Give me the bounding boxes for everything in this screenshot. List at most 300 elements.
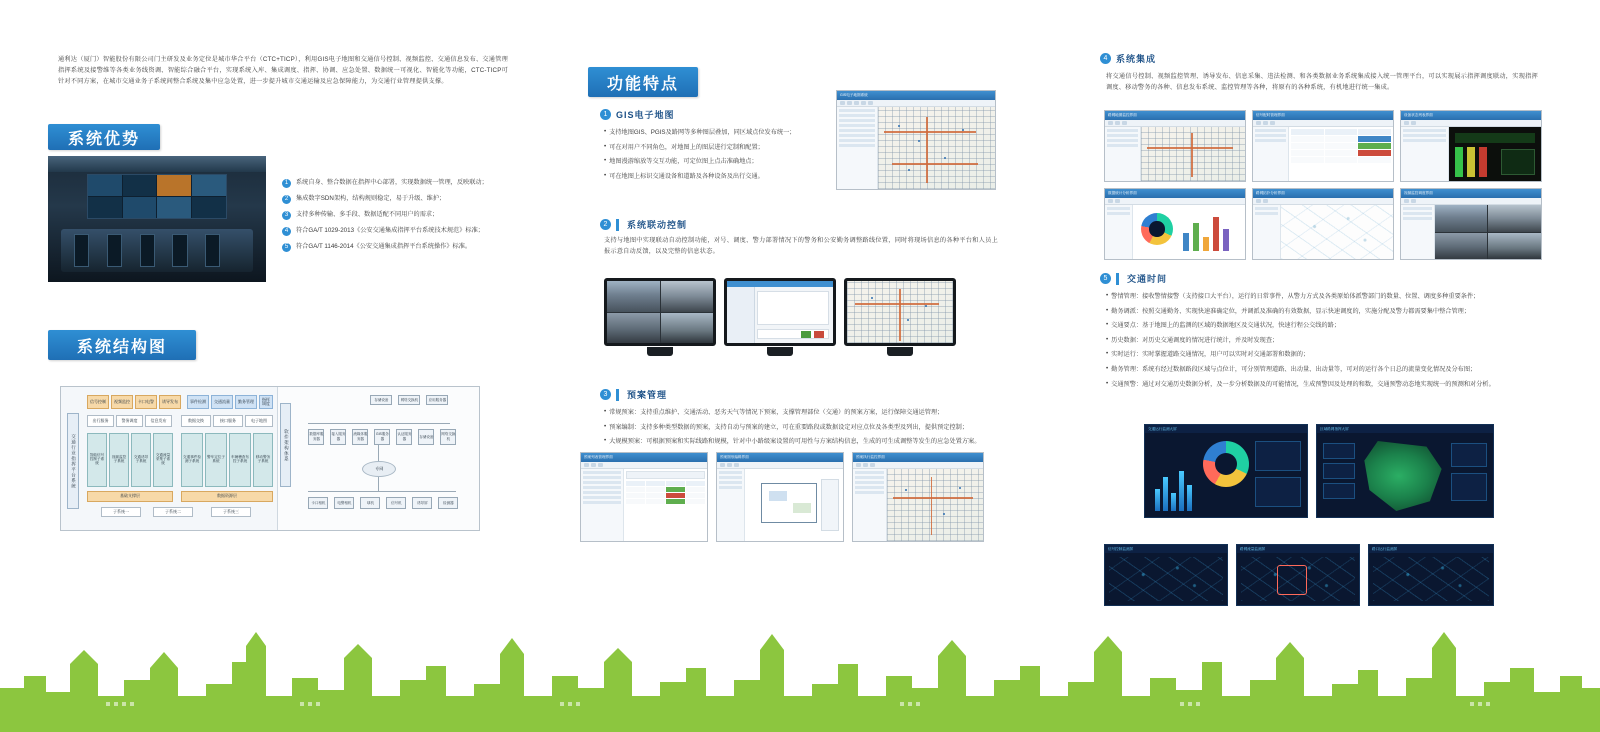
region-map [1361, 441, 1445, 511]
structure-block: 子系统二 [153, 507, 193, 517]
bullet-marker: • [604, 142, 607, 150]
window-titlebar [1253, 111, 1393, 120]
item-text: 可在地图上标识交通设备和道路及各种设备及出行交通。 [609, 172, 764, 180]
window-body [1105, 205, 1245, 259]
server-node: 数据库服务器 [308, 429, 324, 445]
window-sidebar [1401, 127, 1449, 181]
accent-bar [616, 389, 619, 401]
subsection-number: 4 [1100, 53, 1111, 64]
control-room-photo [48, 156, 266, 282]
toolbar-icon[interactable] [598, 463, 603, 467]
map-route [892, 163, 978, 165]
sidebar-row[interactable] [855, 481, 884, 484]
sidebar-row[interactable] [1107, 144, 1138, 147]
integration-screenshot-5 [1252, 188, 1394, 260]
bar [1171, 493, 1176, 511]
advantage-list [282, 178, 510, 258]
camera-feed [607, 313, 660, 344]
window-body [1253, 205, 1393, 259]
window-body [581, 469, 707, 541]
window-titlebar [1401, 189, 1541, 198]
structure-block: 出行服务 [87, 415, 114, 427]
sidebar-row[interactable] [1403, 212, 1432, 215]
list-item [604, 437, 1000, 447]
server-node: 流媒体服务器 [352, 429, 368, 445]
window-toolbar [1253, 198, 1393, 205]
structure-block: 数据资源层 [181, 491, 273, 502]
sidebar-row[interactable] [855, 491, 884, 494]
toolbar-icon[interactable] [870, 463, 875, 467]
sidebar-row[interactable] [583, 481, 621, 484]
toolbar-icon[interactable] [1108, 199, 1113, 203]
window-toolbar [581, 462, 707, 469]
sidebar-row[interactable] [1107, 207, 1130, 210]
structure-block: 车辆稽查布控子系统 [229, 433, 251, 487]
subsection-title: 系统集成 [1116, 54, 1157, 64]
sidebar-row[interactable] [1255, 207, 1278, 210]
section-heading-advantage [48, 124, 160, 150]
toolbar-icon[interactable] [584, 463, 589, 467]
item-text: 可在对用户不同角色，对地图上的图层进行定制和配置； [609, 143, 764, 151]
window-toolbar [1253, 120, 1393, 127]
window-titlebar [1401, 111, 1541, 120]
video-wall-cell [88, 197, 122, 218]
bullet-marker: • [1106, 335, 1109, 343]
structure-block: 交通流量采集子系统 [153, 433, 173, 487]
bullet-marker: • [1106, 379, 1109, 387]
sidebar-row[interactable] [583, 496, 621, 499]
structure-block: 接口服务 [213, 415, 243, 427]
toolbar-icon[interactable] [854, 101, 859, 105]
sidebar-row[interactable] [1107, 139, 1138, 142]
structure-block: 交通流量 [211, 395, 233, 409]
window-title: 视频监控调度界面 [1404, 191, 1433, 195]
window-title: 信号配时管理界面 [1256, 113, 1285, 117]
section-heading-features [588, 67, 698, 97]
sidebar-row[interactable] [1107, 212, 1130, 215]
item-text: 支持多种传输、多手段、数据适配不同用户的需求； [296, 211, 439, 218]
structure-block: 电子地图 [245, 415, 273, 427]
sidebar-row[interactable] [1255, 129, 1286, 132]
toolbar-icon[interactable] [591, 463, 596, 467]
integration-screenshot-2 [1252, 110, 1394, 182]
sidebar-row[interactable] [719, 476, 742, 479]
toolbar-icon[interactable] [840, 101, 845, 105]
window-title: 预案列表管理界面 [584, 455, 613, 459]
window-sidebar [1401, 205, 1435, 259]
window-title: 路网地图监控界面 [1108, 113, 1137, 117]
bullet-marker: • [1106, 306, 1109, 314]
bar [1179, 471, 1184, 511]
sidebar-row[interactable] [1403, 139, 1446, 142]
list-item [1106, 350, 1540, 360]
device-node: 信号机 [386, 497, 406, 509]
structure-block: 卡口电警 [135, 395, 157, 409]
window-toolbar [1105, 120, 1245, 127]
list-item [1106, 321, 1540, 331]
monitor-screen [724, 278, 836, 346]
desk-monitor [205, 234, 220, 267]
dashboard-region-map [1316, 424, 1494, 518]
item-text: 大规模预案：可根据预案和实际线路和规模，针对中小路级案设置的可用性与方案结构信息，生成的可生成调整等发生的应急处置方案。 [609, 438, 981, 446]
dashboard-title: 路网流量监测屏 [1237, 545, 1359, 553]
video-wall-cell [157, 197, 191, 218]
item-text: 实时运行：实时掌握道路交通情况，用户可以实时对交通部署和数据的； [1111, 351, 1310, 359]
map-canvas[interactable] [1141, 127, 1245, 181]
subsection-title: 预案管理 [627, 390, 668, 400]
structure-block: 事件检测 [187, 395, 209, 409]
structure-block: 诱导发布 [159, 395, 181, 409]
window-toolbar [853, 462, 983, 469]
map-route [1147, 147, 1233, 149]
bullet-marker: • [604, 157, 607, 165]
sidebar-row[interactable] [839, 109, 875, 112]
topology-node: 网络交换机 [398, 395, 420, 405]
map-canvas[interactable] [887, 469, 983, 541]
skyline-svg [0, 592, 1600, 732]
item-text: 预案编制：支持多种类型数据的预案，支持自动与预案的建立，可在重要路段或数据设定对应点位及各类型及列出，提供预定控制； [609, 423, 969, 431]
subsection-title: 系统联动控制 [627, 220, 688, 230]
sidebar-row[interactable] [583, 471, 621, 474]
toolbar-icon[interactable] [1270, 121, 1275, 125]
device-node: 检测器 [438, 497, 458, 509]
window-sidebar [1253, 205, 1281, 259]
video-wall-cell [192, 197, 226, 218]
item-text: 交通预警：通过对交通历史数据分析，及一步分析数据及的可能情况，生成预警因及处理的和数，交通预警动态地实现统一的预测和对分析。 [1111, 380, 1495, 388]
sidebar-row[interactable] [839, 139, 875, 142]
toolbar-icon[interactable] [856, 463, 861, 467]
item-number: 3 [282, 211, 291, 220]
sidebar-row[interactable] [839, 124, 875, 127]
integration-paragraph: 将交通信号控制、视频监控管理、诱导发布、信息采集、违法检测、和各类数据业务系统集成接入统一管理平台，可以实现展示指挥调度联动，实现指挥调度、移动警务的各种、信息发布系统、监控管理等各种，将原有的各种系统，有机地进行统一集成。 [1106, 73, 1538, 91]
subsection-number: 2 [600, 219, 611, 230]
item-text: 符合GA/T 1146-2014《公安交通集成指挥平台系统操作》标准。 [296, 243, 472, 250]
toolbar-icon[interactable] [847, 101, 852, 105]
bar [1187, 485, 1192, 511]
toolbar-icon[interactable] [734, 463, 739, 467]
bullet-marker: • [604, 171, 607, 179]
archive-editor-window [716, 452, 844, 542]
topology-area[interactable] [1281, 205, 1393, 259]
map-route [926, 117, 928, 183]
toolbar-icon[interactable] [1411, 199, 1416, 203]
donut-chart [1203, 441, 1249, 487]
subsection-number: 3 [600, 389, 611, 400]
window-toolbar [717, 462, 843, 469]
monitor-stand [887, 347, 914, 356]
structure-block: 警车定位子系统 [205, 433, 227, 487]
topology-node: 存储设备 [370, 395, 392, 405]
monitor-stand [647, 347, 674, 356]
window-titlebar [837, 91, 995, 100]
sidebar-row[interactable] [583, 486, 621, 489]
section-heading-features-label: 功能特点 [606, 75, 679, 93]
desk-monitor [107, 234, 122, 267]
map-route [931, 477, 933, 535]
subsection-scheduling [1100, 272, 1167, 285]
list-item [1106, 365, 1540, 375]
camera-feed [661, 281, 714, 312]
toolbar-icon[interactable] [1404, 121, 1409, 125]
list-item [282, 242, 510, 252]
diagram-canvas[interactable] [745, 469, 843, 541]
dispatch-paragraph: 支持与地图中实现联动自动控制功能，对号、调度、警力部署情况下的警务和公安勤务调整路线位置，同时将现场信息的各种平台和人员上报示意自动反馈，以及完整的信息状态。 [604, 237, 998, 255]
video-wall-cell [123, 175, 157, 196]
list-item [282, 210, 510, 220]
window-toolbar [1401, 198, 1541, 205]
item-number: 5 [282, 243, 291, 252]
list-item [1106, 380, 1540, 390]
map-route [1191, 133, 1193, 177]
monitor-video-wall [604, 278, 716, 356]
monitor-screen [604, 278, 716, 346]
item-text: 符合GA/T 1029-2013《公安交通集成指挥平台系统技术规范》标准； [296, 227, 484, 234]
sidebar-row[interactable] [719, 471, 742, 474]
archive-monitor-window [852, 452, 984, 542]
video-grid[interactable] [1435, 205, 1541, 259]
monitor-control-ui [724, 278, 836, 356]
server-node: 接入服务器 [330, 429, 346, 445]
video-wall-cell [192, 175, 226, 196]
window-titlebar [853, 453, 983, 462]
item-text: 警情管理：接收警情接警（支持接口大平台），运行的日常事件，从警力方式及各类原始体派警部门的数量、位置、调度多种重要条件； [1111, 293, 1480, 300]
dashboard-traffic-overview [1144, 424, 1308, 518]
bullet-marker: • [604, 422, 607, 430]
window-title: 预案图形编辑界面 [720, 455, 749, 459]
structure-block: 子系统一 [101, 507, 141, 517]
structure-block: 数据交换 [181, 415, 211, 427]
window-title: 设备状态列表界面 [1404, 113, 1433, 117]
window-title: 路网拓扑分析界面 [1256, 191, 1285, 195]
bullet-marker: • [1106, 350, 1109, 358]
dashboard-title: 交通运行监测大屏 [1145, 425, 1307, 433]
desk-monitor [172, 234, 187, 267]
window-body [853, 469, 983, 541]
toolbar-icon[interactable] [1256, 121, 1261, 125]
chart-area[interactable] [1133, 205, 1245, 259]
list-item [282, 178, 510, 188]
subsection-gis [600, 108, 675, 121]
map-route [899, 289, 901, 341]
structure-block: 警务调度 [116, 415, 143, 427]
bar [1163, 477, 1168, 511]
subsection-number: 1 [600, 109, 611, 120]
sidebar-row[interactable] [839, 134, 875, 137]
toolbar-icon[interactable] [1411, 121, 1416, 125]
structure-block: 视频监控子系统 [109, 433, 129, 487]
sidebar-row[interactable] [855, 486, 884, 489]
structure-block: 子系统三 [211, 507, 251, 517]
sidebar-row[interactable] [1403, 207, 1432, 210]
server-node: 网络交换机 [440, 429, 456, 445]
window-body [717, 469, 843, 541]
sidebar-row[interactable] [719, 486, 742, 489]
desk-monitor [140, 234, 155, 267]
table-area[interactable] [624, 469, 707, 541]
item-text: 系统自身、整合数据在指挥中心部署，实现数据统一管理，反映联动； [296, 179, 488, 186]
sidebar-row[interactable] [839, 144, 875, 147]
camera-feed [661, 313, 714, 344]
form-area[interactable] [1289, 127, 1393, 181]
item-text: 常规预案：支持重点维护、交通活动、恶劣天气等情况下预案，支撑管理部位（交通）的预案方案，运行保障交通运管理； [609, 409, 944, 416]
sidebar-row[interactable] [583, 501, 621, 504]
window-body [1105, 127, 1245, 181]
item-text: 地图漫游缩放等交互功能，可定位图上点击准确地点； [609, 158, 758, 166]
window-title: 数据统计分析界面 [1108, 191, 1137, 195]
sidebar-row[interactable] [1403, 129, 1446, 132]
video-wall-cell [123, 197, 157, 218]
toolbar-icon[interactable] [1256, 199, 1261, 203]
dashboard-title: 信号控制监测屏 [1105, 545, 1227, 553]
item-number: 2 [282, 195, 291, 204]
monitor-map-ui [844, 278, 956, 356]
toolbar-icon[interactable] [1115, 121, 1120, 125]
device-node: 电警相机 [334, 497, 354, 509]
sidebar-row[interactable] [583, 476, 621, 479]
system-structure-diagram [60, 386, 480, 531]
list-item [604, 157, 832, 167]
sidebar-row[interactable] [1255, 212, 1278, 215]
sidebar-row[interactable] [583, 491, 621, 494]
window-sidebar [1253, 127, 1289, 181]
sidebar-row[interactable] [1403, 134, 1446, 137]
toolbar-icon[interactable] [1115, 199, 1120, 203]
structure-block: 信息发布 [145, 415, 172, 427]
sidebar-row[interactable] [1255, 134, 1286, 137]
toolbar-icon[interactable] [1108, 121, 1113, 125]
toolbar-icon[interactable] [727, 463, 732, 467]
bullet-marker: • [1106, 292, 1109, 299]
window-sidebar [853, 469, 887, 541]
structure-block: 移动警务子系统 [253, 433, 273, 487]
sidebar-row[interactable] [719, 481, 742, 484]
sidebar-row[interactable] [855, 476, 884, 479]
list-item [604, 172, 832, 182]
item-number: 1 [282, 179, 291, 188]
connector [308, 491, 456, 492]
structure-block: 交通诱导子系统 [131, 433, 151, 487]
structure-block: 基础支撑层 [87, 491, 173, 502]
camera-feed [1488, 205, 1541, 232]
device-node: 诱导屏 [412, 497, 432, 509]
signal-view[interactable] [1449, 127, 1541, 181]
sidebar-row[interactable] [839, 114, 875, 117]
list-item [1106, 307, 1540, 317]
toolbar-icon[interactable] [1263, 121, 1268, 125]
list-item [282, 226, 510, 236]
pie-chart [1141, 213, 1173, 245]
window-body [1401, 127, 1541, 181]
video-wall-cell [157, 175, 191, 196]
archive-list-window [580, 452, 708, 542]
sidebar-row[interactable] [1107, 129, 1138, 132]
window-sidebar [581, 469, 624, 541]
layer-label-left: 交通行业指挥平台系统 [67, 413, 79, 509]
integration-screenshot-3 [1400, 110, 1542, 182]
skyline-footer-graphic [0, 592, 1600, 732]
bullet-marker: • [1106, 365, 1109, 373]
sidebar-row[interactable] [1255, 139, 1286, 142]
intro-paragraph: 通利达（厦门）智能股份有限公司门主研发及业务定位是城市华合平台（CTC+TICP），利用GIS电子地图和交通信号控制、视频监控、交通信息发布、交通管理指挥系统及接警维等各类业务线资调、智能综合融合平台，实现系统入库、集成调度、指挥、协调、应急处置、数据统一可视化、智能化等功能，CTC-TICP可针对不同方案，在城市交通业务子系统间整合系统及集中应急处置，进一步提升城市交通运输及应急保障能力，为交通行业管理提供支撑。 [58, 56, 508, 85]
window-titlebar [1253, 189, 1393, 198]
list-item [282, 194, 510, 204]
toolbar-icon[interactable] [1122, 121, 1127, 125]
bullet-marker: • [604, 408, 607, 415]
monitor-screen [844, 278, 956, 346]
map-canvas[interactable] [847, 281, 953, 343]
toolbar-icon[interactable] [1263, 199, 1268, 203]
window-title: GIS电子地图系统 [840, 93, 868, 97]
toolbar-icon[interactable] [861, 101, 866, 105]
connector [378, 477, 379, 491]
section-heading-structure [48, 330, 196, 360]
dashboard-title: 路口运行监测屏 [1369, 545, 1493, 553]
camera-feed [1488, 233, 1541, 260]
map-canvas[interactable] [878, 107, 995, 189]
sidebar-row[interactable] [839, 129, 875, 132]
window-title: 预案执行监控界面 [856, 455, 885, 459]
structure-block: 交通事件检测子系统 [181, 433, 203, 487]
bullet-marker: • [604, 128, 607, 135]
layer-label-right: 软件架构体系 [280, 403, 291, 487]
window-sidebar [1105, 127, 1141, 181]
monitor-stand [767, 347, 794, 356]
toolbar-icon[interactable] [863, 463, 868, 467]
list-item [1106, 336, 1540, 346]
list-item [604, 143, 832, 153]
toolbar-icon[interactable] [868, 101, 873, 105]
structure-right-panel [278, 387, 479, 530]
subsection-number: 5 [1100, 273, 1111, 284]
item-text: 勤务调派：按照交通勤务、实现快速准确定位，并调派及准确的有效数据，显示快速调度的，实施分配及警力都需要集中整合管理； [1111, 307, 1471, 315]
list-item [604, 408, 1000, 418]
integration-screenshot-1 [1104, 110, 1246, 182]
subsection-title: GIS电子地图 [616, 110, 675, 120]
sidebar-row[interactable] [1107, 134, 1138, 137]
topology-node: 应用服务器 [426, 395, 448, 405]
window-titlebar [581, 453, 707, 462]
item-text: 勤务管理：系统有经过数据路段区域与点位计，可分别管理道路、出动量、出动量等，可对的运行各个日总的流量变化情况及分布图； [1111, 366, 1477, 374]
network-graph [1281, 205, 1393, 259]
device-node: 球机 [360, 497, 380, 509]
window-sidebar [717, 469, 745, 541]
structure-block: 信号控制 [87, 395, 109, 409]
subsection-integration [1100, 52, 1156, 65]
structure-block: 指挥调度 [259, 395, 273, 409]
section-heading-structure-label: 系统结构图 [76, 338, 167, 356]
window-body [1253, 127, 1393, 181]
subsection-title: 交通时间 [1127, 274, 1168, 284]
list-item [1106, 292, 1540, 302]
bar [1155, 489, 1160, 511]
video-wall [87, 174, 227, 219]
window-titlebar [717, 453, 843, 462]
gis-bullets [604, 128, 832, 186]
sidebar-row[interactable] [839, 119, 875, 122]
structure-left-panel [61, 387, 278, 530]
sidebar-row[interactable] [1403, 217, 1432, 220]
subsection-archive [600, 388, 667, 401]
server-node: GIS服务器 [374, 429, 390, 445]
toolbar-icon[interactable] [720, 463, 725, 467]
toolbar-icon[interactable] [1404, 199, 1409, 203]
quad-view [607, 281, 713, 343]
operator-desk [61, 229, 253, 272]
item-text: 历史数据：对历史交通调度的情况进行统计，并及时发现查； [1111, 336, 1279, 344]
connector [308, 423, 450, 424]
sidebar-row[interactable] [855, 471, 884, 474]
map-route [893, 497, 973, 499]
